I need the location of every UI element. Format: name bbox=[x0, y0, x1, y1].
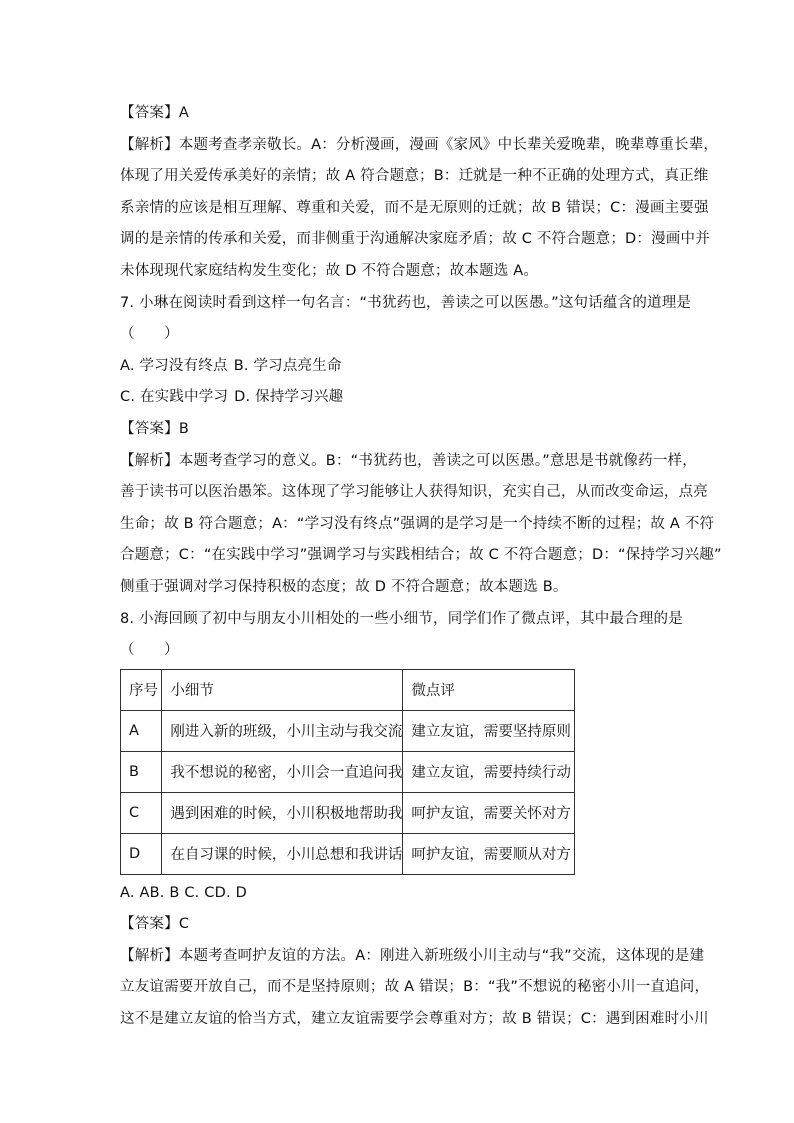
option-d: D. 保持学习兴趣 bbox=[234, 389, 344, 406]
table-cell: B bbox=[121, 751, 162, 792]
table-cell: 建立友谊，需要坚持原则 bbox=[403, 710, 575, 751]
answer-tag: 【答案】 bbox=[120, 105, 179, 121]
analysis-text: 本题考查呵护友谊的方法。A：刚进入新班级小川主动与“我”交流，这体现的是建 bbox=[178, 947, 705, 964]
q8-analysis-line: 这不是建立友谊的恰当方式，建立友谊需要学会尊重对方；故 B 错误；C：遇到困难时小川 bbox=[120, 1011, 709, 1028]
option-b: B. 学习点亮生命 bbox=[233, 357, 342, 374]
q8-analysis-line bbox=[120, 941, 705, 973]
analysis-tag: 【解析】 bbox=[120, 452, 179, 469]
option-a: A. 学习没有终点 bbox=[120, 357, 228, 374]
analysis-text: 本题考查孝亲敬长。A：分析漫画，漫画《家风》中长辈关爱晚辈，晚辈尊重长辈， bbox=[178, 136, 719, 153]
q7-answer bbox=[120, 414, 688, 446]
q7-analysis-line bbox=[120, 446, 697, 478]
q7-options-row bbox=[120, 382, 688, 414]
table-header: 微点评 bbox=[403, 669, 575, 710]
q7-analysis-line: 善于读书可以医治愚笨。这体现了学习能够让人获得知识，充实自己，从而改变命运，点亮 bbox=[120, 484, 708, 501]
q7-analysis-line: 合题意；C：“在实践中学习”强调学习与实践相结合；故 C 不符合题意；D：“保持学习兴趣” bbox=[120, 547, 722, 564]
option-c: C. 在实践中学习 bbox=[120, 389, 229, 406]
table-cell: 我不想说的秘密，小川会一直追问我 bbox=[162, 751, 403, 792]
table-cell: C bbox=[121, 792, 162, 833]
q6-analysis-line: 调的是亲情的传承和关爱，而非侧重于沟通解决家庭矛盾；故 C 不符合题意；D：漫画中并 bbox=[120, 231, 710, 248]
answer-value: B bbox=[178, 420, 189, 437]
q6-analysis-line: 未体现现代家庭结构发生变化；故 D 不符合题意；故本题选 A。 bbox=[120, 262, 539, 279]
table-cell: 呵护友谊，需要顺从对方 bbox=[403, 833, 575, 874]
q8-stem: 8. 小海回顾了初中与朋友小川相处的一些小细节，同学们作了微点评，其中最合理的是 bbox=[120, 610, 683, 627]
answer-tag: 【答案】 bbox=[120, 916, 179, 933]
q8-options: A. AB. B C. CD. D bbox=[120, 884, 247, 901]
q7-analysis-line: 侧重于强调对学习保持积极的态度；故 D 不符合题意；故本题选 B。 bbox=[120, 578, 568, 595]
analysis-tag: 【解析】 bbox=[120, 136, 179, 153]
q7-analysis-line: 生命；故 B 符合题意；A：“学习没有终点”强调的是学习是一个持续不断的过程；故 A 不符 bbox=[120, 515, 715, 532]
table-header: 小细节 bbox=[162, 669, 403, 710]
table-cell: A bbox=[121, 710, 162, 751]
table-row bbox=[121, 751, 575, 792]
table-row bbox=[121, 792, 575, 833]
q8-analysis-line: 立友谊需要开放自己，而不是坚持原则；故 A 错误；B：“我”不想说的秘密小川一直追问， bbox=[120, 979, 710, 996]
q7-stem: 7. 小琳在阅读时看到这样一句名言：“书犹药也，善读之可以医愚。”这句话蕴含的道理是 bbox=[120, 294, 692, 311]
table-cell: 在自习课的时候，小川总想和我讲话 bbox=[162, 833, 403, 874]
q7-options-row bbox=[120, 351, 688, 383]
document-page bbox=[120, 98, 722, 1036]
table-row bbox=[121, 833, 575, 874]
q6-analysis-line: 体现了用关爱传承美好的亲情；故 A 符合题意；B：迁就是一种不正确的处理方式，真正维 bbox=[120, 168, 709, 185]
table-cell: 刚进入新的班级，小川主动与我交流 bbox=[162, 710, 403, 751]
table-cell: D bbox=[121, 833, 162, 874]
answer-tag: 【答案】 bbox=[120, 420, 179, 437]
q6-analysis-line bbox=[120, 130, 719, 162]
answer-value: C bbox=[178, 916, 190, 933]
q7-paren: （ ） bbox=[120, 326, 179, 343]
table-header-row bbox=[121, 669, 575, 710]
analysis-text: 本题考查学习的意义。B：“书犹药也，善读之可以医愚。”意思是书就像药一样， bbox=[178, 452, 697, 469]
table-header: 序号 bbox=[121, 669, 162, 710]
table-row bbox=[121, 710, 575, 751]
table-cell: 建立友谊，需要持续行动 bbox=[403, 751, 575, 792]
q6-analysis-line: 系亲情的应该是相互理解、尊重和关爱，而不是无原则的迁就；故 B 错误；C：漫画主要强 bbox=[120, 199, 709, 216]
table-cell: 遇到困难的时候，小川积极地帮助我 bbox=[162, 792, 403, 833]
q8-table bbox=[120, 669, 575, 875]
answer-value: A bbox=[178, 105, 189, 121]
q8-answer bbox=[120, 909, 688, 941]
table-cell: 呵护友谊，需要关怀对方 bbox=[403, 792, 575, 833]
analysis-tag: 【解析】 bbox=[120, 947, 179, 964]
q6-answer bbox=[120, 98, 688, 130]
q8-paren: （ ） bbox=[120, 642, 179, 659]
